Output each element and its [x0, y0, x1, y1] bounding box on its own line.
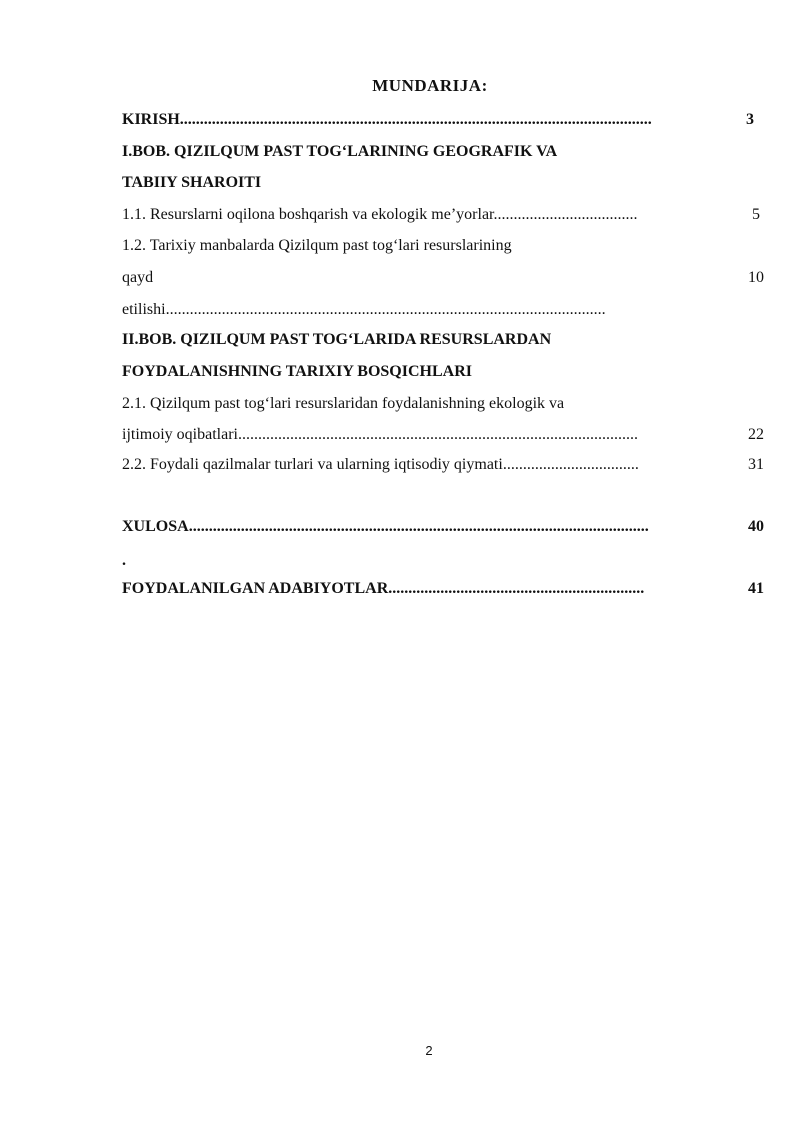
- toc-title: MUNDARIJA:: [372, 76, 488, 95]
- toc-entry-label: ijtimoiy oqibatlari: [122, 426, 238, 443]
- toc-entry-1-1: [122, 203, 727, 227]
- chapter-1-heading-line-2: TABIIY SHAROITI: [122, 174, 262, 191]
- toc-page-number: 3: [746, 111, 754, 128]
- toc-entry-label: XULOSA: [122, 518, 189, 535]
- toc-leader-dots: ...................................................................................................................: [188, 518, 649, 535]
- toc-leader-dots: ..................................: [502, 456, 639, 473]
- toc-leader-dots: ....................................: [493, 206, 638, 223]
- toc-page-number: 5: [752, 206, 760, 223]
- toc-entry-label: KIRISH: [122, 111, 180, 128]
- toc-entry-kirish: [122, 108, 727, 132]
- toc-entry-label: 2.2. Foydali qazilmalar turlari va ularning iqtisodiy qiymati: [122, 456, 503, 473]
- toc-entry-xulosa: [122, 515, 727, 539]
- toc-leader-dots: ..............................................................................................................: [165, 301, 606, 318]
- toc-entry-2-1: [122, 423, 727, 447]
- stray-period: .: [122, 552, 126, 569]
- toc-page-number: 31: [748, 456, 764, 473]
- toc-entry-label: 1.1. Resurslarni oqilona boshqarish va ekologik me’yorlar: [122, 206, 494, 223]
- toc-page-number: 22: [748, 426, 764, 443]
- toc-page-number: 10: [748, 269, 764, 286]
- toc-page-number: 40: [748, 518, 764, 535]
- toc-entry-1-2-line-3: [122, 298, 692, 322]
- toc-entry-label: FOYDALANILGAN ADABIYOTLAR: [122, 580, 389, 597]
- chapter-1-heading-line-1: I.BOB. QIZILQUM PAST TOG‘LARINING GEOGRAFIK VA: [122, 143, 558, 160]
- toc-entry-1-2-line-2: qayd: [122, 269, 154, 286]
- toc-entry-label: etilishi: [122, 301, 166, 318]
- chapter-2-heading-line-2: FOYDALANISHNING TARIXIY BOSQICHLARI: [122, 363, 472, 380]
- page-number-footer: 2: [425, 1043, 433, 1058]
- toc-page-number: 41: [748, 580, 764, 597]
- toc-leader-dots: ......................................................................................................................: [179, 111, 652, 128]
- toc-entry-2-2: [122, 453, 727, 477]
- toc-entry-1-2-line-1: 1.2. Tarixiy manbalarda Qizilqum past tog‘lari resurslarining: [122, 237, 512, 254]
- toc-entry-adabiyotlar: [122, 577, 727, 601]
- toc-entry-2-1-line-1: 2.1. Qizilqum past tog‘lari resurslaridan foydalanishning ekologik va: [122, 395, 565, 412]
- toc-leader-dots: ....................................................................................................: [237, 426, 638, 443]
- chapter-2-heading-line-1: II.BOB. QIZILQUM PAST TOG‘LARIDA RESURSLARDAN: [122, 331, 552, 348]
- toc-leader-dots: ................................................................: [388, 580, 645, 597]
